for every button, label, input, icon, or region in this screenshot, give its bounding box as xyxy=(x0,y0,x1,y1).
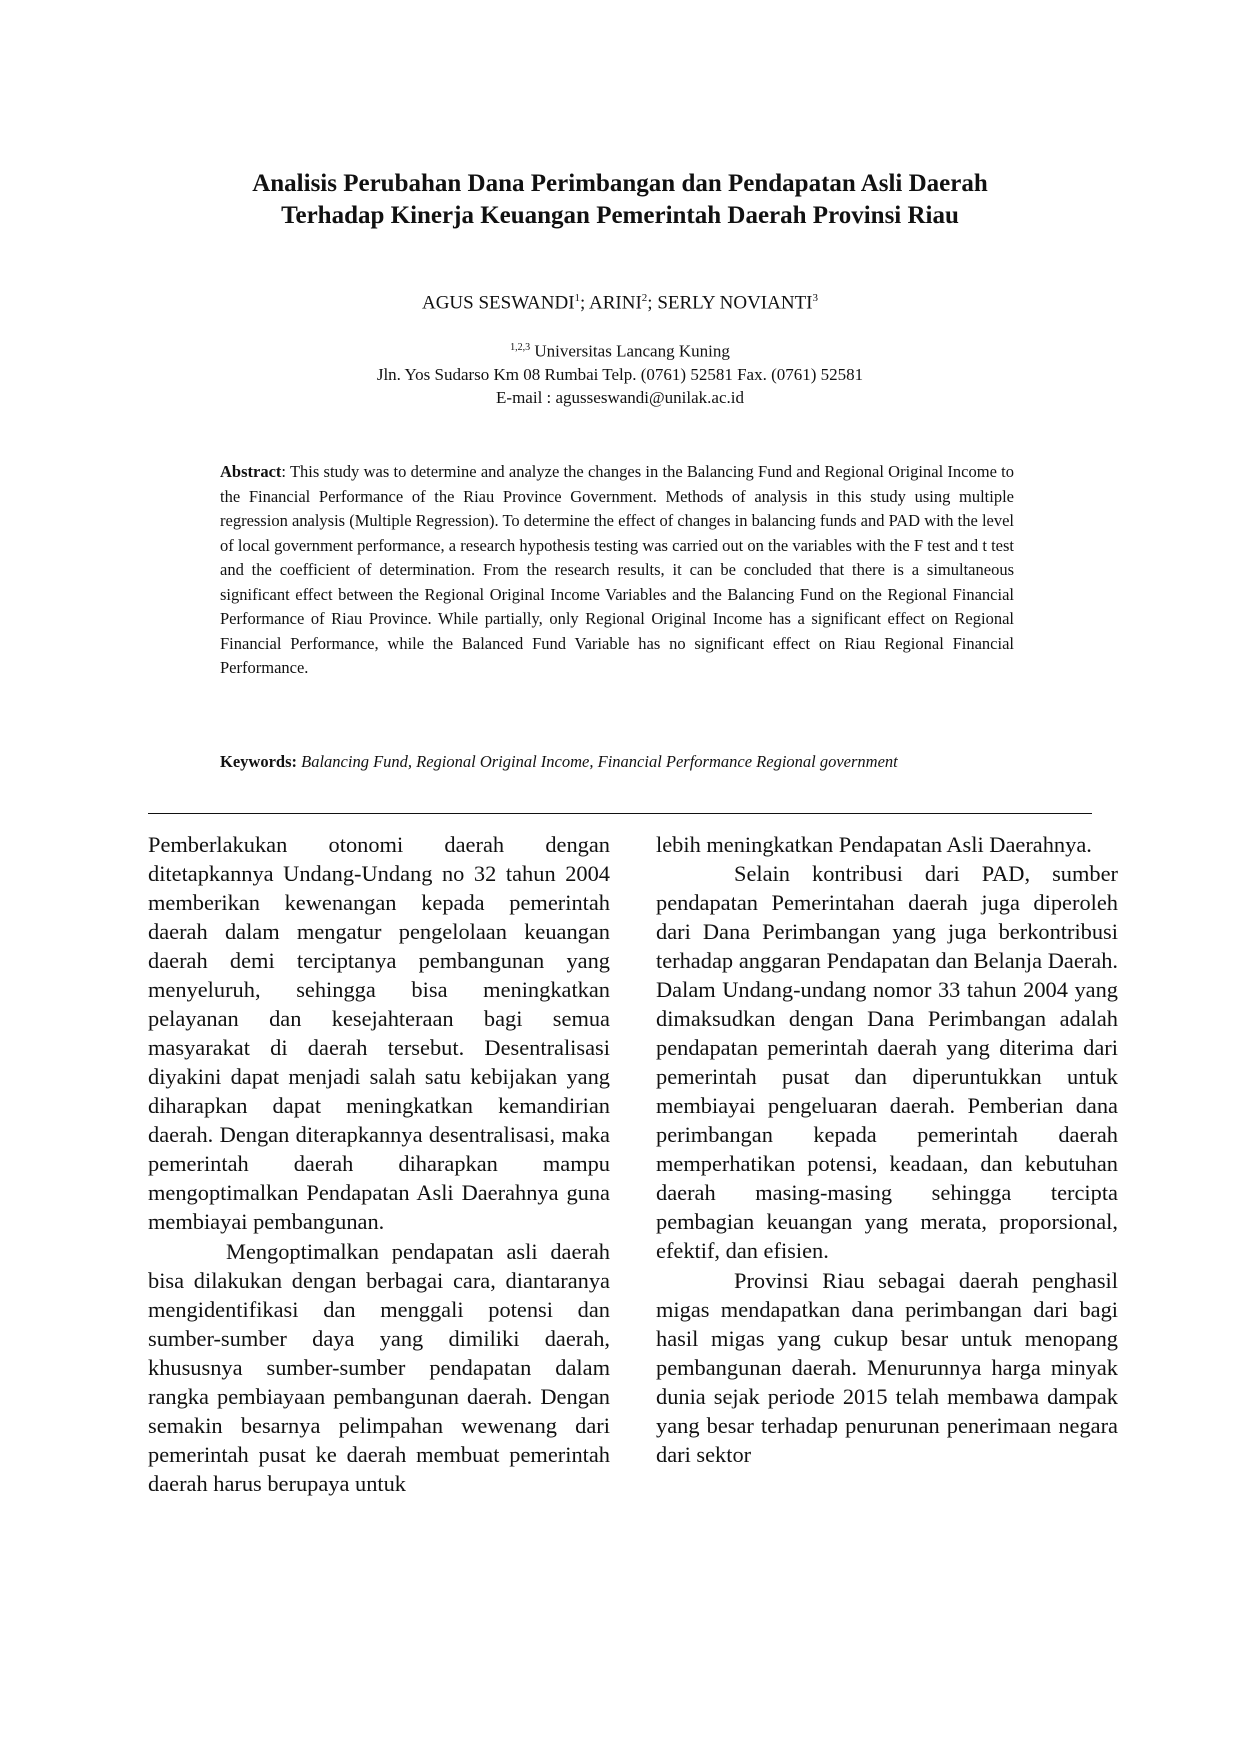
body-paragraph: Selain kontribusi dari PAD, sumber pendapatan Pemerintahan daerah juga diperoleh dari Dana Perimbangan yang juga berkontribusi terhadap anggaran Pendapatan dan Belanja Daerah. Dalam Undang-undang nomor 33 tahun 2004 yang dimaksudkan dengan Dana Perimbangan adalah pendapatan pemerintah daerah yang diterima dari pemerintah pusat dan diperuntukkan untuk membiayai pengeluaran daerah. Pemberian dana perimbangan kepada pemerintah daerah memperhatikan potensi, keadaan, dan kebutuhan daerah masing-masing sehingga tercipta pembagian keuangan yang merata, proporsional, efektif, dan efisien. xyxy=(656,861,1118,1263)
paper-title xyxy=(120,168,1120,232)
keywords xyxy=(220,750,1014,775)
author-affiliation-mark: 3 xyxy=(812,292,819,304)
author-affiliation-mark: 1 xyxy=(574,292,581,304)
author-name: AGUS SESWANDI xyxy=(421,292,575,314)
email-line: E-mail : agusseswandi@unilak.ac.id xyxy=(496,387,744,407)
title-line-2: Terhadap Kinerja Keuangan Pemerintah Daerah Provinsi Riau xyxy=(281,202,959,229)
body-paragraph: Mengoptimalkan pendapatan asli daerah bisa dilakukan dengan berbagai cara, diantaranya mengidentifikasi dan menggali potensi dan sumber-sumber daya yang dimiliki daerah, khususnya sumber-sumber pendapatan dalam rangka pembiayaan pembangunan daerah. Dengan semakin besarnya pelimpahan wewenang dari pemerintah pusat ke daerah membuat pemerintah daerah harus berupaya untuk xyxy=(148,1239,610,1496)
author-list xyxy=(120,286,1120,315)
keywords-text: Balancing Fund, Regional Original Income, Financial Performance Regional government xyxy=(297,752,898,771)
author-name: SERLY NOVIANTI xyxy=(657,292,813,314)
institution-line xyxy=(120,336,1120,363)
institution-name: Universitas Lancang Kuning xyxy=(530,341,730,361)
body-paragraph: Provinsi Riau sebagai daerah penghasil migas mendapatkan dana perimbangan dari bagi hasil migas yang cukup besar untuk menopang pembangunan daerah. Menurunnya harga minyak dunia sejak periode 2015 telah membawa dampak yang besar terhadap penurunan penerimaan negara dari sektor xyxy=(656,1268,1118,1467)
abstract-label: Abstract xyxy=(220,462,282,481)
affiliation-mark: 1,2,3 xyxy=(510,342,531,353)
abstract-text: : This study was to determine and analyze the changes in the Balancing Fund and Regional Original Income to the Financial Performance of the Riau Province Government. Methods of analysis in this study using multiple regression analysis (Multiple Regression). To determine the effect of changes in balancing funds and PAD with the level of local government performance, a research hypothesis testing was carried out on the variables with the F test and t test and the coefficient of determination. From the research results, it can be concluded that there is a simultaneous significant effect between the Regional Original Income Variables and the Balancing Fund on the Regional Financial Performance of Riau Province. While partially, only Regional Original Income has a significant effect on Regional Financial Performance, while the Balanced Fund Variable has no significant effect on Riau Regional Financial Performance. xyxy=(220,462,1015,677)
author-separator: ; xyxy=(647,292,658,314)
author-separator: ; xyxy=(580,292,590,314)
body-paragraph: Pemberlakukan otonomi daerah dengan ditetapkannya Undang-Undang no 32 tahun 2004 memberikan kewenangan kepada pemerintah daerah dalam mengatur pengelolaan keuangan daerah demi terciptanya pembangunan yang menyeluruh, sehingga bisa meningkatkan pelayanan dan kesejahteraan bagi semua masyarakat di daerah tersebut. Desentralisasi diyakini dapat menjadi salah satu kebijakan yang diharapkan dapat meningkatkan kemandirian daerah. Dengan diterapkannya desentralisasi, maka pemerintah daerah diharapkan mampu mengoptimalkan Pendapatan Asli Daerahnya guna membiayai pembangunan. xyxy=(148,832,610,1234)
abstract xyxy=(220,460,1014,681)
body-column-right xyxy=(656,830,1118,1469)
author-affiliation-mark: 2 xyxy=(641,292,648,304)
keywords-label: Keywords: xyxy=(220,752,297,771)
body-column-left xyxy=(148,830,610,1498)
body-paragraph: lebih meningkatkan Pendapatan Asli Daerahnya. xyxy=(656,832,1092,857)
address-line: Jln. Yos Sudarso Km 08 Rumbai Telp. (0761) 52581 Fax. (0761) 52581 xyxy=(376,364,864,384)
author-name: ARINI xyxy=(589,292,642,314)
section-divider xyxy=(148,813,1092,814)
title-line-1: Analisis Perubahan Dana Perimbangan dan Pendapatan Asli Daerah xyxy=(252,170,988,197)
affiliation-block xyxy=(120,336,1120,409)
